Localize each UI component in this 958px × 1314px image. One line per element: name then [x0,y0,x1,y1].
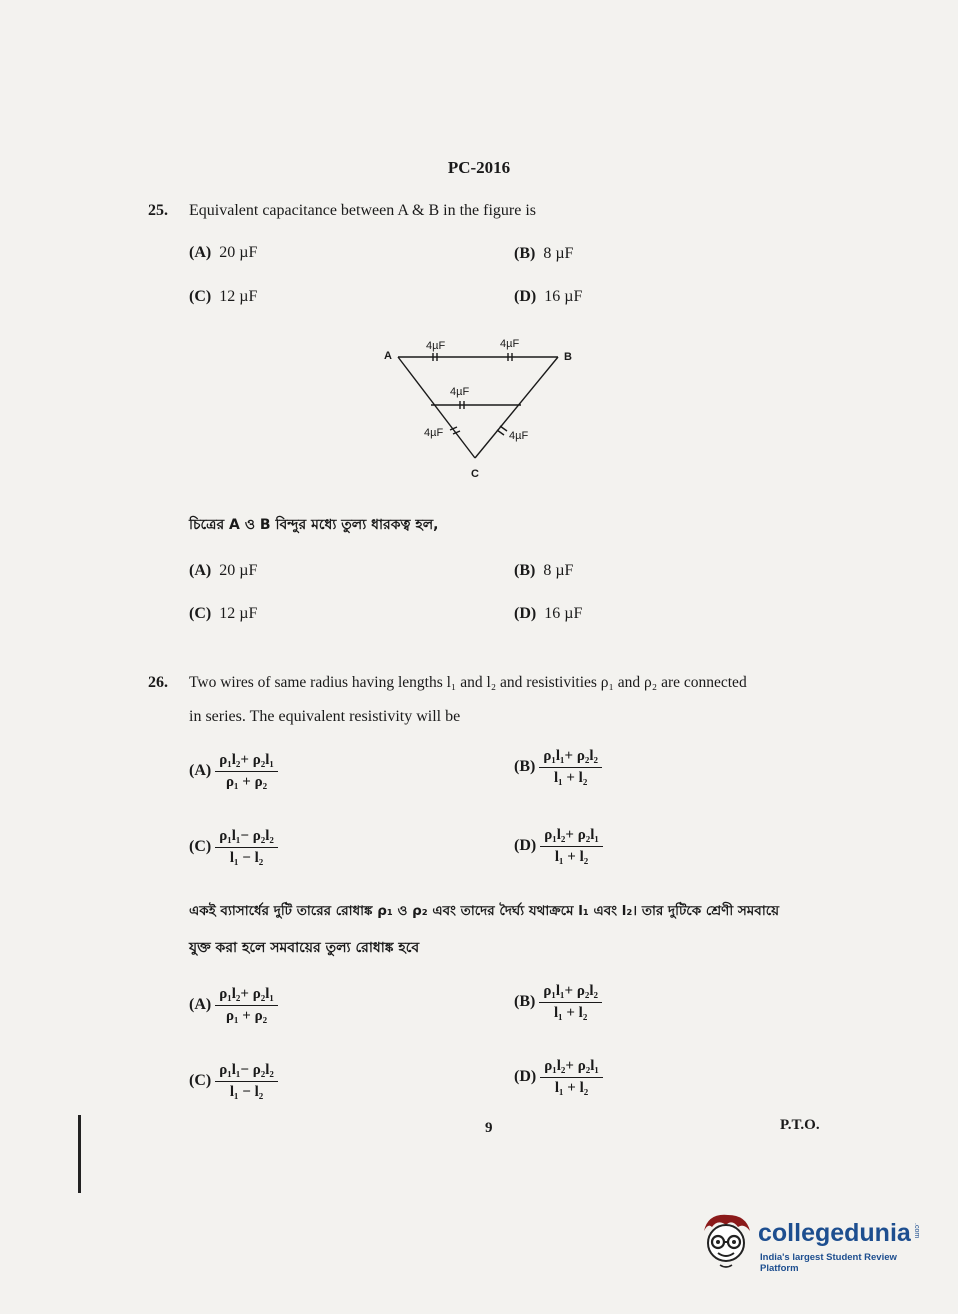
collegedunia-tagline: India's largest Student Review Platform [760,1252,897,1274]
q26-text-en-line1: Two wires of same radius having lengths l₁ and l₂ and resistivities ρ₁ and ρ₂ are connected [189,674,747,691]
q26-bn-option-a: (A) $\frac{\text{ρ₁l₂+ ρ₂l₁}}{\text{ρ₁ + ρ₂}}$ [189,986,278,1025]
node-a-label: A [384,350,392,362]
q26-text-en-line2: in series. The equivalent resistivity will be [189,708,461,725]
binding-mark [78,1115,81,1193]
wire-b-c [475,357,558,458]
q26-option-c: (C) $\frac{\text{ρ₁l₁− ρ₂l₂}}{\text{l₁ − l₂}}$ [189,828,278,867]
q26-option-b: (B) $\frac{\text{ρ₁l₁+ ρ₂l₂}}{\text{l₁ + l₂}}$ [514,748,602,787]
q26-text-bn-line1: একই ব্যাসার্ধের দুটি তারের রোধাঙ্ক ρ₁ ও ρ₂ এবং তাদের দৈর্ঘ্য যথাক্রমে l₁ এবং l₂। তার দুটিকে শ্রেণী সমবায়ে [189,903,780,919]
collegedunia-watermark [698,1205,928,1285]
q25-number: 25. [148,202,168,219]
cap-mid-label: 4µF [450,386,470,398]
cap-right-leg-plate1 [500,426,507,431]
q25-text-bn: চিত্রের A ও B বিন্দুর মধ্যে তুল্য ধারকত্ব হল, [189,517,439,533]
q26-bn-option-c: (C) $\frac{\text{ρ₁l₁− ρ₂l₂}}{\text{l₁ − l₂}}$ [189,1062,278,1101]
q25-option-c: (C) 12 µF [189,288,258,305]
cap-left-leg-label: 4µF [424,427,444,439]
node-c-label: C [471,468,479,480]
q25-bn-option-b: (B) 8 µF [514,562,574,579]
pto-label: P.T.O. [780,1117,820,1133]
cap-right-leg-label: 4µF [509,430,529,442]
collegedunia-brand: collegedunia [758,1219,911,1247]
q26-bn-option-b: (B) $\frac{\text{ρ₁l₁+ ρ₂l₂}}{\text{l₁ + l₂}}$ [514,983,602,1022]
q26-text-bn-line2: যুক্ত করা হলে সমবায়ের তুল্য রোধাঙ্ক হবে [189,940,420,956]
collegedunia-mascot-icon [698,1209,754,1271]
q25-text-en: Equivalent capacitance between A & B in the figure is [189,202,536,219]
cap-ab-right-label: 4µF [500,338,520,350]
collegedunia-com: .com [913,1223,920,1239]
q25-option-a: (A) 20 µF [189,244,258,261]
q25-option-d: (D) 16 µF [514,288,583,305]
q26-option-a: (A) $\frac{\text{ρ₁l₂+ ρ₂l₁}}{\text{ρ₁ + ρ₂}}$ [189,752,278,791]
q25-bn-option-d: (D) 16 µF [514,605,583,622]
page-number: 9 [485,1120,493,1136]
cap-ab-left-label: 4µF [426,340,446,352]
node-b-label: B [564,351,572,363]
q25-bn-option-c: (C) 12 µF [189,605,258,622]
q26-number: 26. [148,674,168,691]
q26-bn-option-d: (D) $\frac{\text{ρ₁l₂+ ρ₂l₁}}{\text{l₁ + l₂}}$ [514,1058,603,1097]
q25-bn-option-a: (A) 20 µF [189,562,258,579]
q26-option-d: (D) $\frac{\text{ρ₁l₂+ ρ₂l₁}}{\text{l₁ + l₂}}$ [514,827,603,866]
capacitor-circuit-diagram [370,330,590,490]
cap-right-leg-plate2 [497,430,504,435]
paper-code: PC-2016 [447,158,511,177]
q25-option-b: (B) 8 µF [514,245,574,262]
